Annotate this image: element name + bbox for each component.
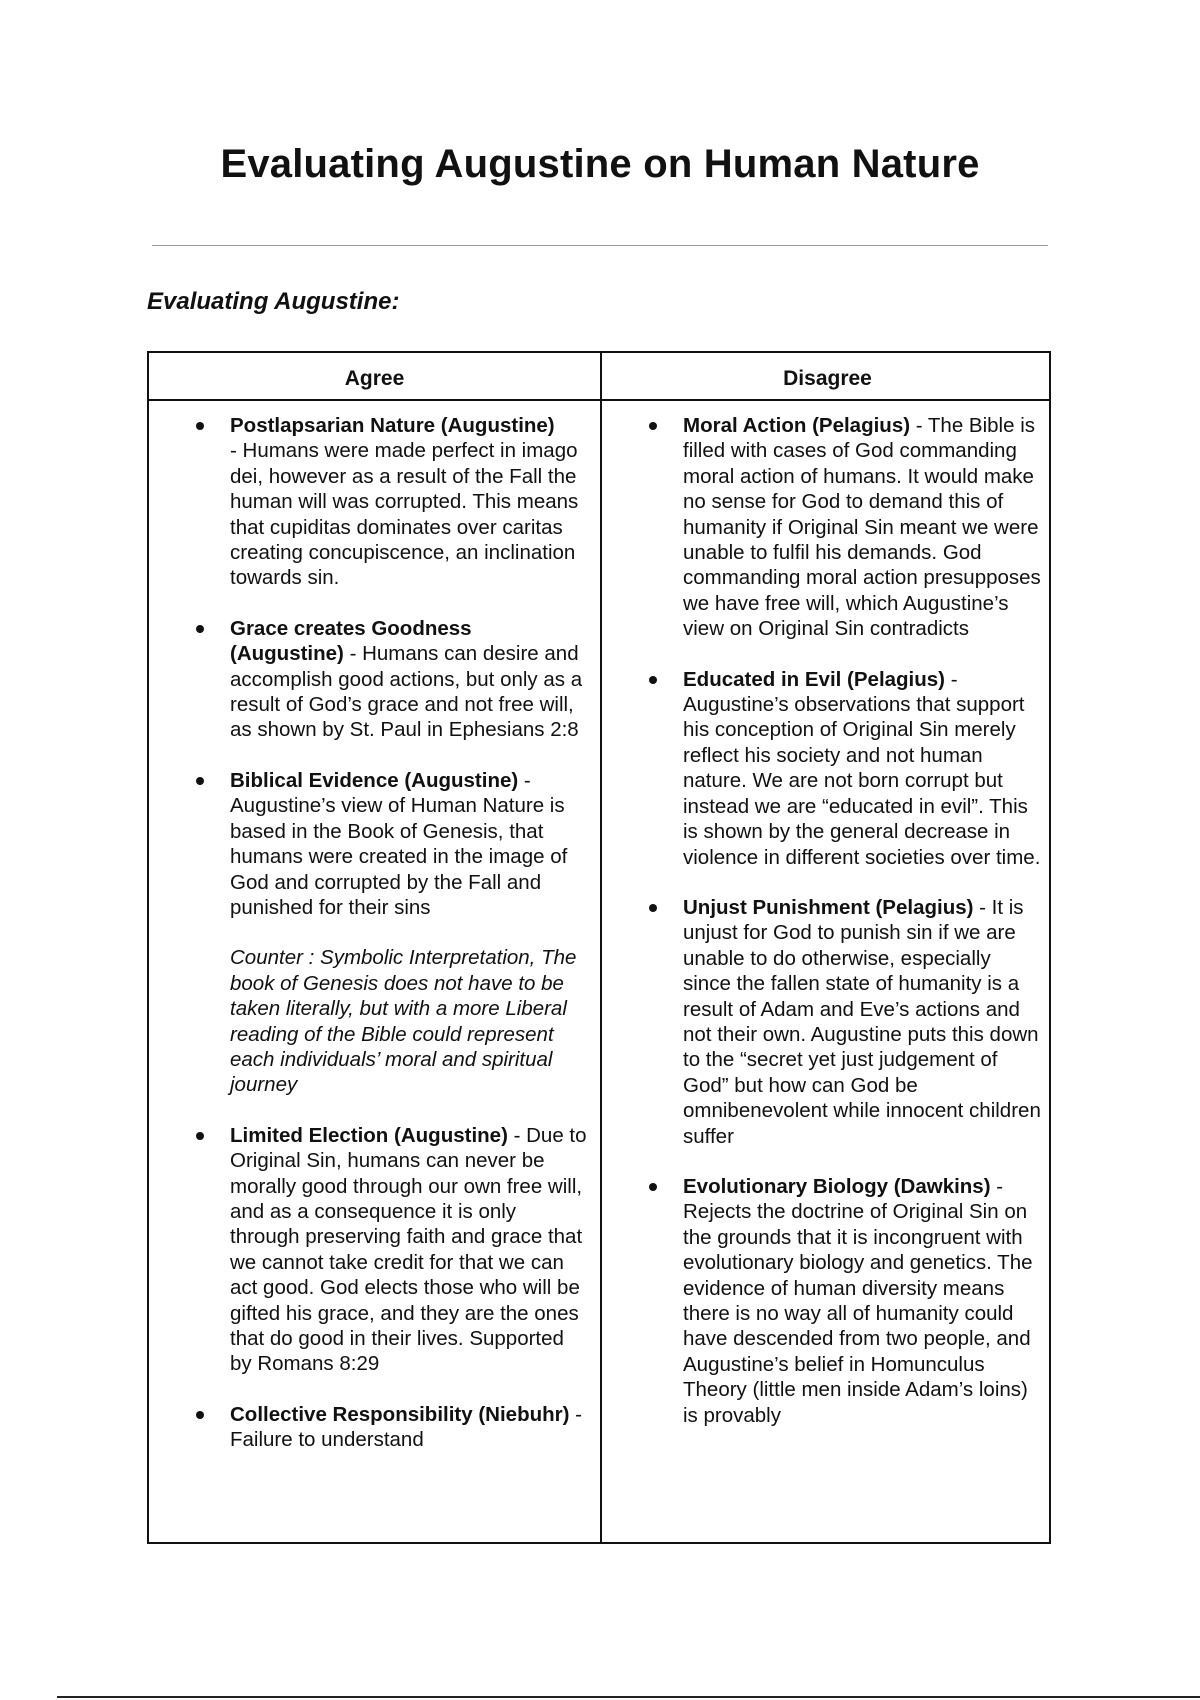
item-text: [230, 1123, 588, 1377]
counter-argument: Counter : Symbolic Interpretation, The book of Genesis does not have to be taken literally, but with a more Liberal reading of the Bible could represent each individuals’ moral and spiritual journey: [230, 946, 577, 1097]
item-title: Grace creates Goodness (Augustine): [230, 616, 472, 666]
list-item: [149, 1402, 589, 1453]
item-text: [683, 667, 1041, 870]
bullet-icon: [196, 1132, 204, 1140]
item-title: Unjust Punishment (Pelagius): [683, 895, 974, 919]
bullet-icon: [196, 777, 204, 785]
evaluation-table: [147, 351, 1051, 1544]
item-body: - Augustine’s observations that support his conception of Original Sin merely reflect his society and not human nature. We are not born corrupt but instead we are “educated in evil”. This is shown by the general decrease in violence in different societies over time.: [683, 667, 1041, 869]
item-body: - Humans were made perfect in imago dei, however as a result of the Fall the human will was corrupted. This means that cupiditas dominates over caritas creating concupiscence, an inclination towards sin.: [230, 439, 579, 590]
bullet-icon: [649, 676, 657, 684]
bullet-icon: [196, 625, 204, 633]
item-text: [683, 1174, 1041, 1428]
list-item: [149, 1123, 589, 1377]
agree-column-header: Agree: [344, 367, 405, 390]
section-heading: Evaluating Augustine:: [147, 288, 400, 315]
bullet-icon: [196, 422, 204, 430]
item-title: Limited Election (Augustine): [230, 1123, 508, 1147]
page-title: Evaluating Augustine on Human Nature: [220, 142, 980, 186]
item-body: - Rejects the doctrine of Original Sin on the grounds that it is incongruent with evolutionary biology and genetics. The evidence of human diversity means there is no way all of humanity could have descended from two people, and Augustine’s belief in Homunculus Theory (little men inside Adam’s loins) is provably: [683, 1174, 1033, 1427]
item-text: [230, 616, 588, 743]
item-title: Biblical Evidence (Augustine): [230, 768, 519, 792]
bullet-icon: [649, 1183, 657, 1191]
page-bottom-divider: [57, 1696, 1200, 1698]
item-title: Educated in Evil (Pelagius): [683, 667, 946, 691]
list-item: [602, 1174, 1042, 1428]
bullet-icon: [649, 904, 657, 912]
item-text: [683, 895, 1041, 1149]
agree-column: [149, 413, 589, 1542]
item-title: Moral Action (Pelagius): [683, 414, 911, 437]
item-body: - Failure to understand: [230, 1402, 582, 1452]
list-item: [149, 413, 589, 591]
title-divider: [152, 245, 1048, 246]
list-item: [149, 616, 589, 743]
item-title: Postlapsarian Nature (Augustine): [230, 414, 555, 437]
item-text: [230, 1402, 588, 1453]
item-body: - The Bible is filled with cases of God commanding moral action of humans. It would make no sense for God to demand this of humanity if Original Sin meant we were unable to fulfil his demands. God commanding moral action presupposes we have free will, which Augustine’s view on Original Sin contradicts: [683, 414, 1041, 641]
item-text: [683, 413, 1041, 642]
disagree-column-header: Disagree: [783, 367, 872, 390]
disagree-column: [602, 413, 1042, 1542]
bullet-icon: [649, 422, 657, 430]
item-body: - Augustine’s view of Human Nature is based in the Book of Genesis, that humans were created in the image of God and corrupted by the Fall and punished for their sins: [230, 768, 568, 919]
list-item: [602, 413, 1042, 642]
item-body: - Due to Original Sin, humans can never be morally good through our own free will, and as a consequence it is only through preserving faith and grace that we cannot take credit for that we can act good. God elects those who will be gifted his grace, and they are the ones that do good in their lives. Supported by Romans 8:29: [230, 1123, 587, 1376]
item-text: [230, 768, 588, 920]
header-divider: [149, 399, 1049, 401]
list-item: [149, 768, 589, 1098]
item-body: - It is unjust for God to punish sin if we are unable to do otherwise, especially since the fallen state of humanity is a result of Adam and Eve’s actions and not their own. Augustine puts this down to the “secret yet just judgement of God” but how can God be omnibenevolent while innocent children suffer: [683, 895, 1041, 1148]
item-text: [230, 413, 588, 591]
item-title: Evolutionary Biology (Dawkins): [683, 1174, 991, 1198]
bullet-icon: [196, 1411, 204, 1419]
list-item: [602, 667, 1042, 870]
item-title: Collective Responsibility (Niebuhr): [230, 1402, 570, 1426]
list-item: [602, 895, 1042, 1149]
item-body: - Humans can desire and accomplish good actions, but only as a result of God’s grace and not free will, as shown by St. Paul in Ephesians 2:8: [230, 642, 583, 742]
